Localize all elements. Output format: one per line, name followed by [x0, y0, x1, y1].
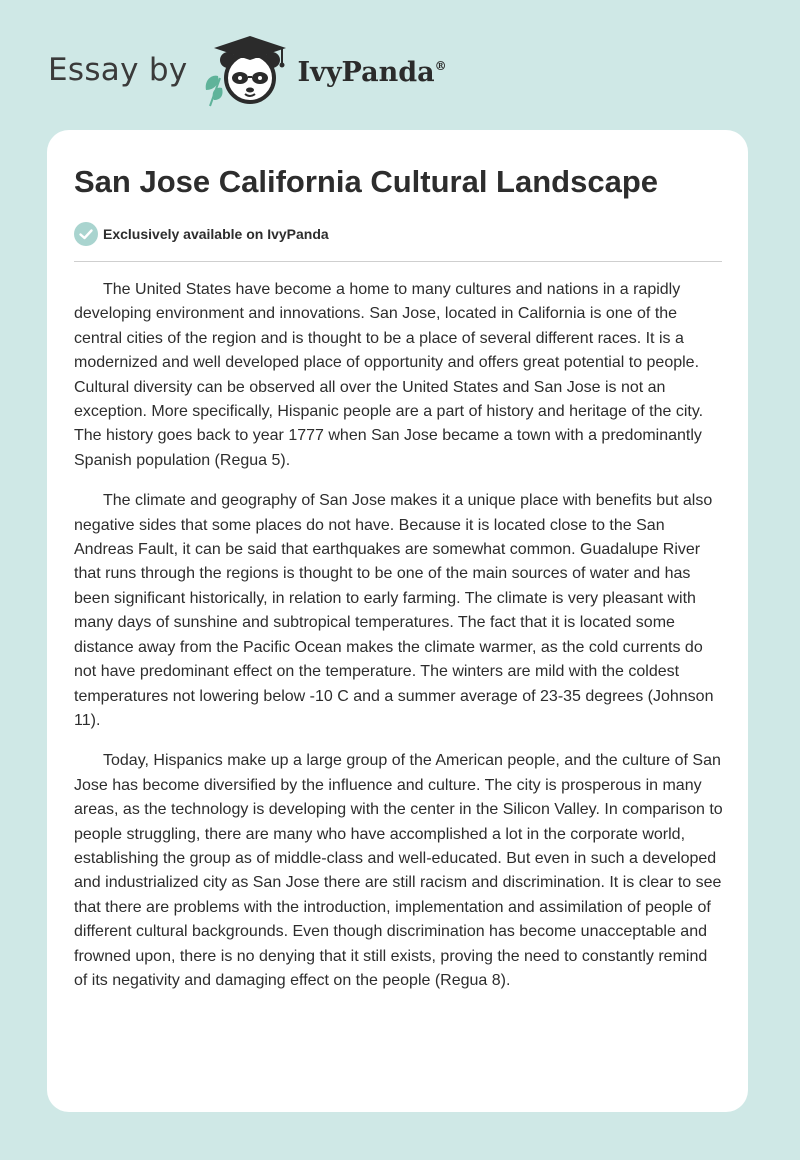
essay-paragraph: The climate and geography of San Jose makes it a unique place with benefits but also negative sides that some places do not have. Because it is located close to the San Andreas Fault, it can be said that earthquakes are somewhat common. Guadalupe River that runs through the regions is thought to be one of the main sources of water and has been significant historically, in relation to early farming. The climate is very pleasant with many days of sunshine and subtropical temperatures. The fact that it is located some distance away from the Pacific Ocean makes the climate warmer, as the cold currents do not have predominant effect on the temperature. The winters are mild with the coldest temperatures not lowering below -10 C and a summer average of 23-35 degrees (Johnson 11). — [74, 492, 714, 729]
exclusive-label: Exclusively available on IvyPanda — [103, 226, 329, 242]
essay-title: San Jose California Cultural Landscape — [74, 164, 658, 199]
essay-body — [74, 278, 724, 1009]
brand-name-text: IvyPanda — [297, 56, 435, 88]
essay-paragraph: The United States have become a home to many cultures and nations in a rapidly developing environment and innovations. San Jose, located in California is one of the central cities of the region and is thought to be a place of several different races. It is a modernized and well developed place of opportunity and offers great potential to people. Cultural diversity can be observed all over the United States and San Jose is not an exception. More specifically, Hispanic people are a part of history and heritage of the city. The history goes back to year 1777 when San Jose became a town with a predominantly Spanish population (Regua 5). — [74, 281, 704, 469]
registered-mark: ® — [434, 58, 447, 73]
essay-card — [47, 130, 748, 1112]
panda-graduate-icon[interactable] — [202, 30, 292, 110]
essay-paragraph: Today, Hispanics make up a large group of the American people, and the culture of San Jose has become diversified by the influence and culture. The city is prosperous in many areas, as the technology is developing with the center in the Silicon Valley. In comparison to people struggling, there are many who have accomplished a lot in the corporate world, establishing the group as of middle-class and well-educated. But even in such a developed and industrialized city as San Jose there are still racism and discrimination. It is clear to see that there are problems with the introduction, implementation and assimilation of people of different cultural backgrounds. Even though discrimination has become unacceptable and frowned upon, there is no denying that it still exists, proving the need to constantly remind of its negativity and damaging effect on the people (Regua 8). — [74, 752, 723, 989]
essay-by-label: Essay by — [48, 52, 188, 88]
site-header — [48, 30, 548, 110]
check-circle-icon — [74, 222, 98, 246]
brand-name[interactable] — [298, 57, 447, 88]
title-divider — [74, 261, 722, 262]
exclusive-badge — [74, 222, 329, 246]
